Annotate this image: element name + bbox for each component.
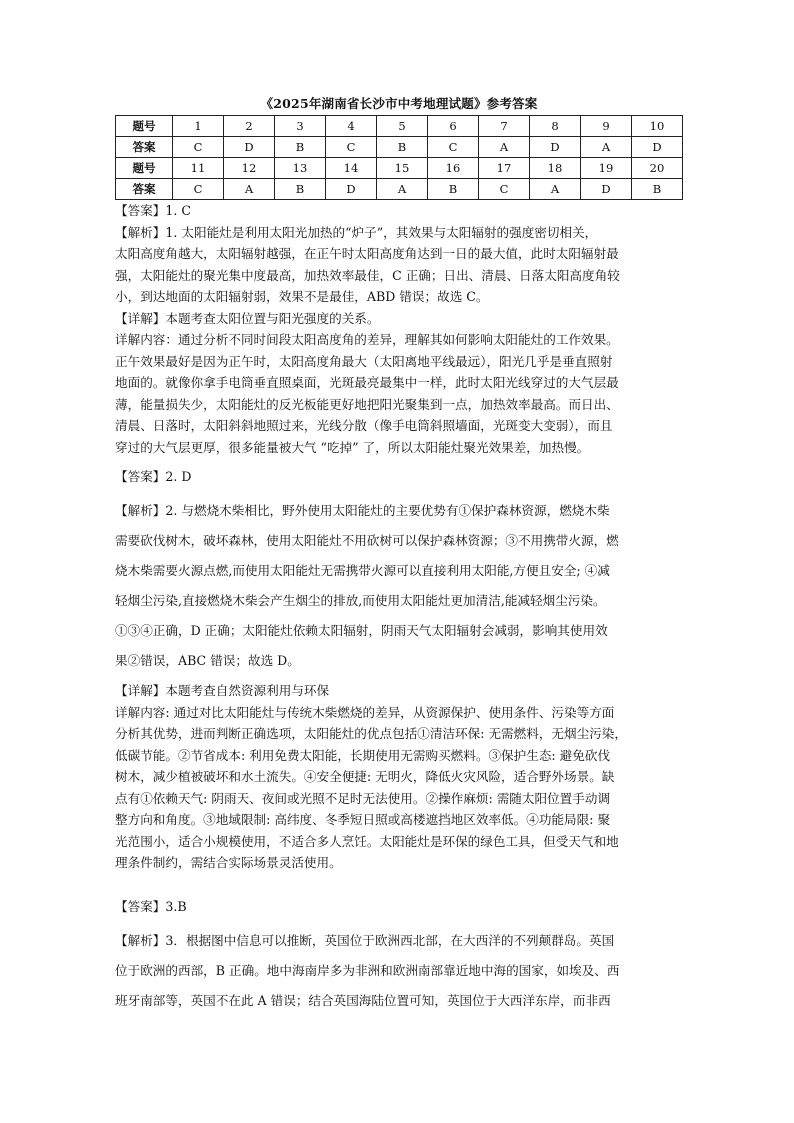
- table-cell: 6: [428, 116, 479, 137]
- table-cell: 13: [275, 158, 326, 179]
- table-cell: D: [530, 137, 581, 158]
- q1-answer: 【答案】1. C: [115, 203, 192, 218]
- q3-answer: 【答案】3.B: [115, 898, 187, 914]
- table-cell: B: [275, 137, 326, 158]
- table-cell: 7: [479, 116, 530, 137]
- q1-analysis-line: 小，到达地面的太阳辐射弱，效果不是最佳，ABD 错误；故选 C。: [115, 289, 489, 304]
- q1-analysis-line: 太阳高度角越大，太阳辐射越强，在正午时太阳高度角达到一日的最大值，此时太阳辐射最: [115, 246, 619, 261]
- q2-detail-line: 详解内容: 通过对比太阳能灶与传统木柴燃烧的差异，从资源保护、使用条件、污染等方面: [115, 704, 615, 720]
- table-cell: A: [377, 179, 428, 200]
- q2-analysis-line: 果②错误，ABC 错误；故选 D。: [115, 653, 300, 668]
- q2-detail-line: 低碳节能。②节省成本: 利用免费太阳能，长期使用无需购买燃料。③保护生态: 避免砍伐: [115, 747, 611, 763]
- table-cell: 1: [173, 116, 224, 137]
- q2-analysis-line: ①③④正确，D 正确；太阳能灶依赖太阳辐射，阴雨天气太阳辐射会减弱，影响其使用效: [115, 623, 608, 638]
- answer-table: [115, 115, 683, 200]
- q3-section: [115, 892, 683, 1016]
- table-cell: 4: [326, 116, 377, 137]
- table-cell: D: [224, 137, 275, 158]
- row-header-cell: 答案: [116, 179, 173, 200]
- q2-detail-line: 整方向和角度。③地域限制: 高纬度、冬季短日照或高楼遮挡地区效率低。④功能局限: 聚: [115, 812, 611, 827]
- table-cell: 9: [581, 116, 632, 137]
- table-cell: 3: [275, 116, 326, 137]
- q1-analysis-line: 强，太阳能灶的聚光集中度最高，加热效率最佳，C 正确；日出、清晨、日落太阳高度角较: [115, 267, 620, 283]
- q2-analysis-line: 【解析】2. 与燃烧木柴相比，野外使用太阳能灶的主要优势有①保护森林资源，燃烧木柴: [115, 503, 610, 518]
- table-cell: 8: [530, 116, 581, 137]
- table-cell: 15: [377, 158, 428, 179]
- q2-analysis-line: 烧木柴需要火源点燃,而使用太阳能灶无需携带火源可以直接利用太阳能,方便且安全; ④减: [115, 563, 610, 578]
- q1-detail-line: 薄，能量损失少，太阳能灶的反光板能更好地把阳光聚集到一点，加热效率最高。而日出、: [115, 396, 619, 412]
- table-cell: 12: [224, 158, 275, 179]
- q2-detail-line: 分析其优势，进而判断正确选项，太阳能灶的优点包括①清洁环保: 无需燃料，无烟尘污染，: [115, 726, 627, 741]
- q1-detail-line: 正午效果最好是因为正午时，太阳高度角最大（太阳离地平线最远），阳光几乎是垂直照射: [115, 353, 613, 369]
- q2-detail-line: 树木，减少植被破坏和水土流失。④安全便捷: 无明火，降低火灾风险，适合野外场景。缺: [115, 769, 615, 784]
- answer-page: [115, 96, 683, 1016]
- table-cell: C: [173, 137, 224, 158]
- q1-detail-line: 清晨、日落时，太阳斜斜地照过来，光线分散（像手电筒斜照墙面，光斑变大变弱），而且: [115, 418, 613, 433]
- table-cell: B: [428, 179, 479, 200]
- question-number-row: [116, 158, 683, 179]
- q1-detail-line: 穿过的大气层更厚，很多能量被大气 “吃掉” 了，所以太阳能灶聚光效果差，加热慢。: [115, 439, 590, 455]
- q3-analysis-line: 【解析】3．根据图中信息可以推断，英国位于欧洲西北部，在大西洋的不列颠群岛。英国: [115, 932, 615, 948]
- table-cell: A: [224, 179, 275, 200]
- row-header-cell: 题号: [116, 158, 173, 179]
- row-header-cell: 题号: [116, 116, 173, 137]
- table-cell: C: [479, 179, 530, 200]
- page-title: 《2025年湖南省长沙市中考地理试题》参考答案: [260, 96, 538, 111]
- table-cell: 2: [224, 116, 275, 137]
- q1-detail-heading: 【详解】本题考查太阳位置与阳光强度的关系。: [115, 310, 380, 326]
- table-cell: A: [479, 137, 530, 158]
- answer-row: [116, 179, 683, 200]
- table-cell: C: [173, 179, 224, 200]
- table-cell: 19: [581, 158, 632, 179]
- question-number-row: [116, 116, 683, 137]
- table-cell: C: [326, 137, 377, 158]
- q2-detail-line: 点有①依赖天气: 阴雨天、夜间或光照不足时无法使用。②操作麻烦: 需随太阳位置手动调: [115, 790, 611, 806]
- table-cell: 17: [479, 158, 530, 179]
- table-cell: B: [275, 179, 326, 200]
- table-cell: 16: [428, 158, 479, 179]
- table-cell: C: [428, 137, 479, 158]
- q3-analysis-line: 位于欧洲的西部，B 正确。地中海南岸多为非洲和欧洲南部靠近地中海的国家，如埃及、西: [115, 962, 620, 978]
- table-cell: D: [581, 179, 632, 200]
- table-cell: B: [632, 179, 683, 200]
- q2-answer: 【答案】2. D: [115, 469, 192, 484]
- answer-row: [116, 137, 683, 158]
- q1-detail-line: 详解内容：通过分析不同时间段太阳高度角的差异，理解其如何影响太阳能灶的工作效果。: [115, 332, 619, 347]
- q1-detail-line: 地面的。就像你拿手电筒垂直照桌面，光斑最亮最集中一样，此时太阳光线穿过的大气层最: [115, 375, 619, 390]
- table-cell: 5: [377, 116, 428, 137]
- q2-section: [115, 462, 683, 676]
- table-cell: 14: [326, 158, 377, 179]
- table-cell: 20: [632, 158, 683, 179]
- q2-analysis-line: 需要砍伐树木，破坏森林，使用太阳能灶不用砍树可以保护森林资源；③不用携带火源，燃: [115, 533, 619, 548]
- q2-analysis-line: 轻烟尘污染,直接燃烧木柴会产生烟尘的排放,而使用太阳能灶更加清洁,能减轻烟尘污染。: [115, 593, 606, 608]
- q1-section: [115, 200, 683, 458]
- q2-detail-line: 理条件制约，需结合实际场景灵活使用。: [115, 855, 342, 870]
- q2-detail-section: [115, 676, 683, 874]
- table-cell: 18: [530, 158, 581, 179]
- q2-detail-line: 光范围小，适合小规模使用，不适合多人烹饪。太阳能灶是环保的绿色工具，但受天气和地: [115, 833, 619, 849]
- q2-detail-heading: 【详解】本题考查自然资源利用与环保: [115, 683, 330, 698]
- table-cell: D: [326, 179, 377, 200]
- table-cell: B: [377, 137, 428, 158]
- row-header-cell: 答案: [116, 137, 173, 158]
- table-cell: 10: [632, 116, 683, 137]
- table-cell: D: [632, 137, 683, 158]
- table-cell: A: [530, 179, 581, 200]
- q3-analysis-line: 班牙南部等，英国不在此 A 错误；结合英国海陆位置可知，英国位于大西洋东岸，而非西: [115, 992, 611, 1008]
- q1-analysis-line: 【解析】1. 太阳能灶是利用太阳光加热的“炉子”，其效果与太阳辐射的强度密切相关，: [115, 224, 598, 240]
- table-cell: A: [581, 137, 632, 158]
- table-cell: 11: [173, 158, 224, 179]
